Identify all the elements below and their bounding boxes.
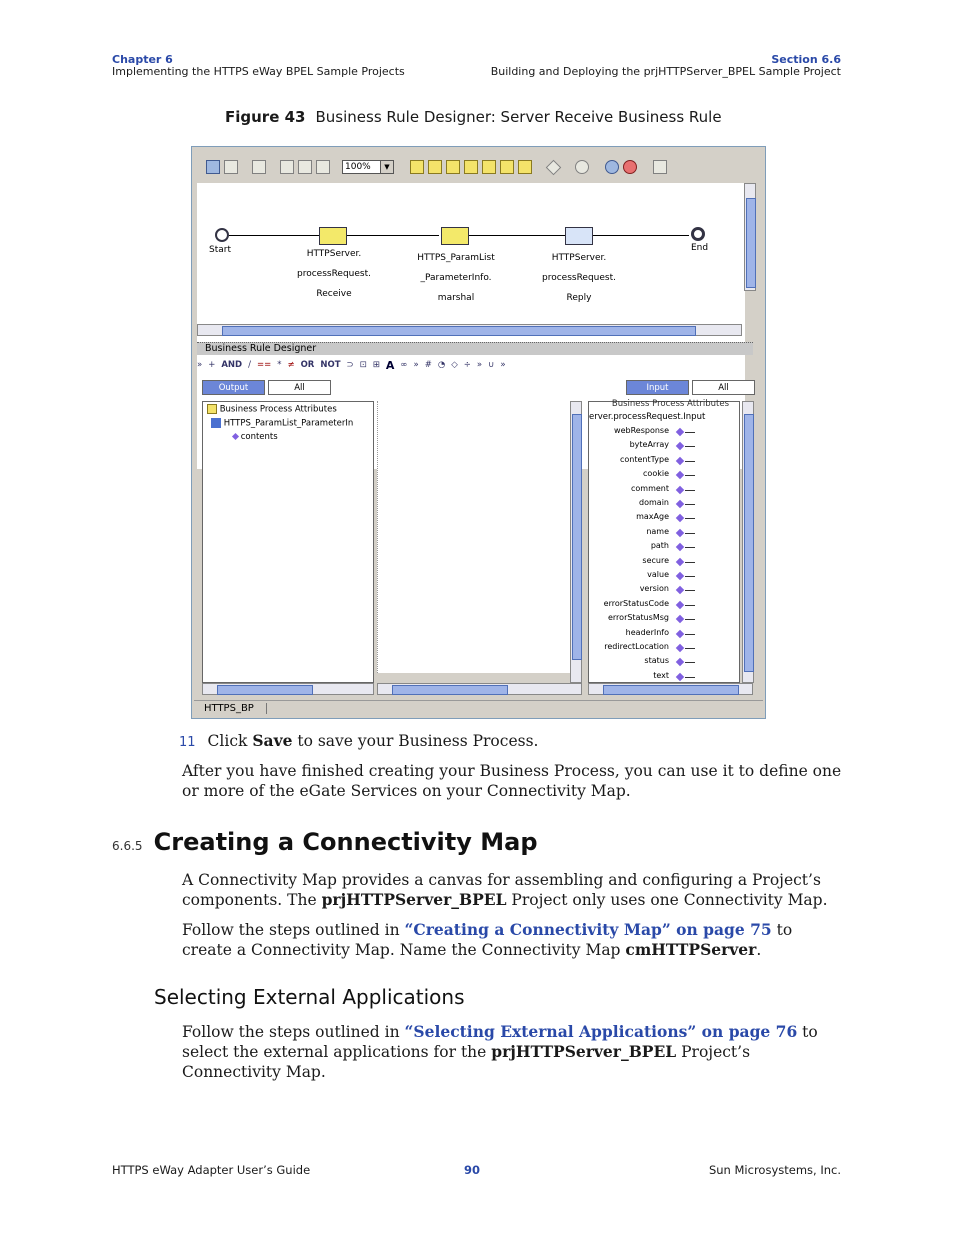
page-number: 90 — [464, 1163, 481, 1177]
end-label: End — [691, 243, 709, 253]
field-icon — [676, 572, 684, 580]
function-icon[interactable]: ∪ — [488, 360, 495, 370]
folder-icon — [207, 404, 217, 414]
input-all-tab[interactable]: All — [692, 380, 755, 395]
output-tree-scrollbar[interactable] — [202, 683, 374, 695]
step-11 — [179, 731, 538, 753]
input-field-label[interactable]: headerInfo — [625, 627, 669, 637]
tree-leaf[interactable] — [233, 432, 278, 442]
scroll-thumb[interactable] — [392, 685, 508, 695]
receive-label-line: HTTPServer. — [306, 249, 362, 259]
pen-icon[interactable]: / — [248, 360, 251, 370]
document-icon[interactable] — [298, 160, 312, 174]
field-connector — [685, 475, 695, 476]
receive-node[interactable] — [319, 227, 347, 245]
timer-icon[interactable] — [605, 160, 619, 174]
text: A Connectivity Map provides a canvas for assembling and configuring a Project’s components. The — [182, 871, 821, 909]
editor-tab[interactable]: HTTPS_BP — [204, 703, 267, 714]
input-field-label[interactable]: byteArray — [629, 440, 669, 450]
link-icon[interactable]: ∞ — [400, 360, 408, 370]
marshal-label — [411, 253, 501, 303]
field-icon — [676, 514, 684, 522]
section-label: Section 6.6 — [771, 53, 841, 66]
designer-title-bar — [197, 342, 753, 355]
print-icon[interactable] — [316, 160, 330, 174]
clock-icon[interactable]: ◔ — [437, 360, 446, 370]
marshal-label-line: _ParameterInfo. — [420, 273, 492, 283]
text: to select the external applications for the — [182, 1023, 818, 1061]
tree-leaf-label: contents — [240, 432, 278, 442]
throw-icon[interactable] — [518, 160, 532, 174]
field-icon — [676, 615, 684, 623]
paste-icon[interactable]: ⊞ — [372, 360, 380, 370]
field-icon — [676, 442, 684, 450]
connector — [593, 235, 689, 236]
figure-caption-text: Business Rule Designer: Server Receive Business Rule — [315, 108, 722, 126]
footer-right: Sun Microsystems, Inc. — [708, 1163, 841, 1177]
input-field-label[interactable]: secure — [642, 555, 669, 565]
chevron-right-icon[interactable]: » — [413, 360, 419, 370]
chapter-label: Chapter 6 — [112, 53, 173, 66]
end-node[interactable] — [691, 227, 705, 241]
marshal-node[interactable] — [441, 227, 469, 245]
receive-label-line: Receive — [316, 289, 352, 299]
figure-number: Figure 43 — [225, 108, 306, 126]
event-icon[interactable] — [575, 160, 589, 174]
section-title: Building and Deploying the prjHTTPServer_BPEL Sample Project — [490, 65, 841, 78]
running-header-left — [112, 54, 405, 78]
output-tab[interactable]: Output — [202, 380, 265, 395]
options-icon[interactable] — [653, 160, 667, 174]
step-text: Click — [207, 732, 253, 750]
paragraph — [182, 870, 842, 910]
field-connector — [685, 677, 695, 678]
tree-root-label: Business Process Attributes — [219, 404, 337, 415]
reply-node[interactable] — [565, 227, 593, 245]
paragraph — [182, 1022, 842, 1082]
invoke-icon[interactable] — [464, 160, 478, 174]
bold-text: prjHTTPServer_BPEL — [321, 890, 507, 909]
id-icon[interactable]: ◇ — [451, 360, 458, 370]
field-connector — [685, 634, 695, 635]
marshal-label-line: HTTPS_ParamList — [417, 253, 495, 263]
subsection-heading: Selecting External Applications — [154, 985, 465, 1009]
divide-icon[interactable]: ÷ — [463, 360, 471, 370]
footer-left: HTTPS eWay Adapter User’s Guide — [112, 1163, 311, 1177]
text: Project only uses one Connectivity Map. — [506, 891, 828, 909]
wait-icon[interactable] — [500, 160, 514, 174]
cross-reference-link[interactable]: “Creating a Connectivity Map” on page 75 — [404, 920, 772, 939]
bold-text: prjHTTPServer_BPEL — [491, 1042, 677, 1061]
decision-icon[interactable] — [546, 159, 562, 175]
editor-tab-bar — [194, 700, 763, 717]
field-connector — [685, 533, 695, 534]
compare-icon[interactable]: ≠ — [287, 360, 295, 370]
output-tree-pane — [202, 401, 374, 683]
tree-child-label: HTTPS_ParamList_ParameterIn — [223, 418, 354, 429]
input-tree-root[interactable]: Business Process Attributes — [611, 399, 729, 409]
field-connector — [685, 590, 695, 591]
field-connector — [685, 648, 695, 649]
branch-icon[interactable]: ⊃ — [346, 360, 354, 370]
input-field-label[interactable]: contentType — [619, 454, 669, 464]
designer-title: Business Rule Designer — [205, 343, 317, 354]
text: . — [756, 941, 762, 959]
figure-caption — [225, 108, 722, 126]
field-icon — [676, 586, 684, 594]
field-icon — [676, 673, 684, 681]
mapping-vertical-scrollbar[interactable] — [570, 401, 582, 683]
message-icon — [211, 418, 221, 428]
mapping-area[interactable] — [377, 401, 570, 673]
text: Project’s Connectivity Map. — [182, 1043, 751, 1081]
step-number: 11 — [179, 735, 196, 750]
field-icon — [676, 485, 684, 493]
scroll-thumb[interactable] — [603, 685, 739, 695]
field-connector — [685, 662, 695, 663]
start-node[interactable] — [215, 228, 229, 242]
field-icon — [232, 433, 239, 440]
validate-icon[interactable] — [252, 160, 266, 174]
zoom-value: 100% — [345, 162, 371, 172]
reply-label — [537, 253, 621, 303]
input-field-label[interactable]: errorStatusMsg — [607, 613, 669, 623]
input-field-label[interactable]: status — [644, 656, 669, 666]
chevron-right-icon[interactable]: » — [197, 360, 203, 370]
main-toolbar — [206, 157, 667, 177]
field-connector — [685, 547, 695, 548]
map-icon[interactable] — [206, 160, 220, 174]
stop-icon[interactable] — [623, 160, 637, 174]
connector — [347, 235, 439, 236]
input-horizontal-scrollbar[interactable] — [588, 683, 753, 695]
input-tree-message[interactable]: erver.processRequest.Input — [589, 412, 706, 422]
receive-label — [292, 249, 376, 299]
reply-icon[interactable] — [446, 160, 460, 174]
field-icon — [676, 629, 684, 637]
tree-root[interactable] — [207, 404, 337, 415]
field-icon — [676, 529, 684, 537]
field-connector — [685, 605, 695, 606]
field-connector — [685, 490, 695, 491]
section-title: Creating a Connectivity Map — [153, 828, 538, 856]
scroll-thumb[interactable] — [572, 414, 582, 660]
scroll-thumb[interactable] — [217, 685, 313, 695]
asterisk-icon[interactable]: * — [277, 360, 282, 370]
field-icon — [676, 428, 684, 436]
chevron-right-icon[interactable]: » — [500, 360, 506, 370]
receive-icon[interactable] — [428, 160, 442, 174]
reply-label-line: Reply — [566, 293, 592, 303]
input-tab[interactable]: Input — [626, 380, 689, 395]
mapping-horizontal-scrollbar[interactable] — [377, 683, 582, 695]
assign-icon[interactable] — [482, 160, 496, 174]
chevron-down-icon[interactable]: ▼ — [380, 161, 393, 173]
start-label: Start — [209, 245, 231, 255]
field-icon — [676, 644, 684, 652]
number-icon[interactable]: # — [424, 360, 432, 370]
business-rule-designer-screenshot — [191, 146, 766, 719]
field-connector — [685, 619, 695, 620]
field-connector — [685, 432, 695, 433]
canvas-vertical-scrollbar[interactable] — [744, 183, 756, 291]
copy-icon[interactable]: ⊡ — [359, 360, 367, 370]
input-field-label[interactable]: name — [646, 526, 669, 536]
output-all-tab[interactable]: All — [268, 380, 331, 395]
input-field-label[interactable]: path — [650, 541, 669, 551]
chevron-right-icon[interactable]: » — [476, 360, 483, 370]
or-button[interactable]: OR — [300, 360, 315, 370]
marshal-label-line: marshal — [437, 293, 475, 303]
input-field-label[interactable]: webResponse — [614, 426, 669, 435]
designer-toolbar — [197, 357, 753, 373]
input-field-label[interactable]: cookie — [643, 469, 669, 479]
input-tree-pane — [588, 401, 740, 683]
field-icon — [676, 543, 684, 551]
text: Follow the steps outlined in — [182, 1023, 405, 1041]
field-connector — [685, 518, 695, 519]
input-field-label[interactable]: text — [653, 670, 669, 680]
field-connector — [685, 461, 695, 462]
field-icon — [676, 457, 684, 465]
tree-child[interactable] — [211, 418, 353, 429]
plus-icon[interactable]: + — [208, 360, 216, 370]
field-connector — [685, 446, 695, 447]
text: Follow the steps outlined in — [182, 921, 405, 939]
activity-icon[interactable] — [410, 160, 424, 174]
paragraph: After you have finished creating your Business Process, you can use it to define one or more of the eGate Services on your Connectivity Map. — [182, 762, 842, 800]
field-connector — [685, 562, 695, 563]
step-bold: Save — [252, 731, 293, 750]
input-field-label[interactable]: value — [647, 570, 669, 579]
field-icon — [676, 557, 684, 565]
scroll-thumb[interactable] — [746, 198, 756, 288]
input-vertical-scrollbar[interactable] — [742, 401, 754, 683]
input-field-label[interactable]: domain — [639, 498, 669, 507]
reply-label-line: HTTPServer. — [551, 253, 607, 263]
step-text: to save your Business Process. — [292, 732, 539, 750]
field-icon — [676, 500, 684, 508]
bold-text: cmHTTPServer — [625, 940, 757, 959]
section-heading — [112, 828, 538, 856]
equals-icon[interactable]: == — [256, 360, 272, 370]
input-field-label[interactable]: errorStatusCode — [603, 598, 669, 608]
reply-label-line: processRequest. — [541, 273, 616, 283]
text: to create a Connectivity Map. Name the Connectivity Map — [182, 921, 793, 959]
scroll-thumb[interactable] — [744, 414, 754, 672]
scroll-thumb[interactable] — [222, 326, 696, 336]
field-connector — [685, 576, 695, 577]
field-icon — [676, 658, 684, 666]
not-button[interactable]: NOT — [320, 360, 341, 370]
canvas-horizontal-scrollbar[interactable] — [197, 324, 742, 336]
paragraph — [182, 920, 842, 960]
running-header-right — [491, 54, 841, 78]
zoom-select[interactable] — [342, 160, 394, 174]
chapter-title: Implementing the HTTPS eWay BPEL Sample Projects — [112, 65, 405, 78]
receive-label-line: processRequest. — [296, 269, 371, 279]
input-field-label[interactable]: redirectLocation — [604, 642, 669, 651]
connector — [229, 235, 319, 236]
input-field-label[interactable]: maxAge — [636, 512, 669, 522]
string-icon[interactable]: A — [385, 358, 395, 372]
input-field-label[interactable]: version — [639, 584, 669, 594]
and-button[interactable]: AND — [221, 360, 243, 370]
field-connector — [685, 504, 695, 505]
cross-reference-link[interactable]: “Selecting External Applications” on page 76 — [404, 1022, 798, 1041]
field-icon — [676, 471, 684, 479]
field-icon — [676, 601, 684, 609]
connector — [469, 235, 565, 236]
expand-icon[interactable] — [224, 160, 238, 174]
check-icon[interactable] — [280, 160, 294, 174]
section-number: 6.6.5 — [112, 839, 143, 853]
input-field-label[interactable]: comment — [630, 483, 669, 493]
